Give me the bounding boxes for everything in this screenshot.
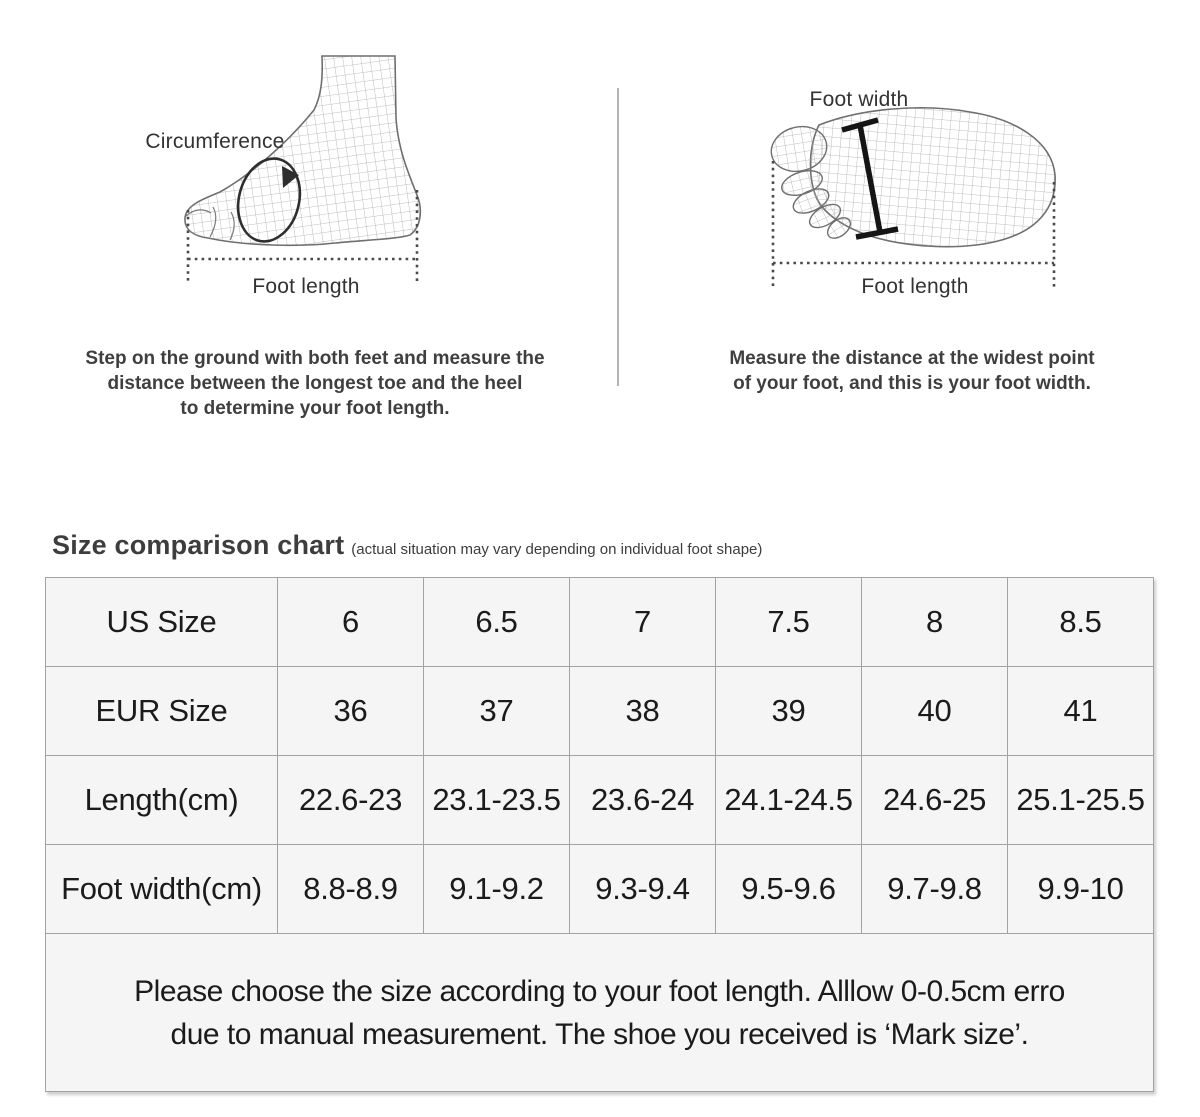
table-cell: 23.1-23.5 [424, 756, 570, 845]
table-cell: 25.1-25.5 [1008, 756, 1154, 845]
table-cell: 9.9-10 [1008, 845, 1154, 934]
size-chart-heading [52, 530, 1162, 561]
table-cell: 39 [716, 667, 862, 756]
table-cell: 41 [1008, 667, 1154, 756]
table-cell: 23.6-24 [570, 756, 716, 845]
table-cell: 8 [862, 578, 1008, 667]
table-cell: 6 [278, 578, 424, 667]
foot-width-instruction [657, 346, 1167, 396]
table-cell: 7 [570, 578, 716, 667]
table-row-note [46, 934, 1154, 1092]
table-cell: 24.6-25 [862, 756, 1008, 845]
instruction-line: of your foot, and this is your foot width. [733, 373, 1091, 394]
page-subtitle: (actual situation may vary depending on individual foot shape) [351, 541, 763, 558]
foot-width-label: Foot width [809, 88, 909, 111]
note-line: due to manual measurement. The shoe you received is ‘Mark size’. [170, 1017, 1029, 1051]
page-title: Size comparison chart [52, 530, 345, 560]
foot-top-view-illustration [755, 85, 1075, 305]
size-note-cell [46, 934, 1154, 1092]
circumference-label: Circumference [145, 130, 285, 153]
table-cell: 7.5 [716, 578, 862, 667]
foot-length-label-left: Foot length [252, 275, 360, 298]
table-row-us-size [46, 578, 1154, 667]
row-label: EUR Size [46, 667, 278, 756]
instruction-line: to determine your foot length. [180, 398, 450, 419]
row-label: Length(cm) [46, 756, 278, 845]
table-cell: 9.5-9.6 [716, 845, 862, 934]
instruction-line: Step on the ground with both feet and measure the [85, 348, 545, 369]
table-cell: 38 [570, 667, 716, 756]
table-row-eur-size [46, 667, 1154, 756]
table-cell: 9.3-9.4 [570, 845, 716, 934]
instruction-line: distance between the longest toe and the heel [107, 373, 523, 394]
size-comparison-table [45, 577, 1154, 1092]
foot-length-label-right: Foot length [861, 275, 969, 298]
table-row-foot-width [46, 845, 1154, 934]
table-cell: 37 [424, 667, 570, 756]
table-cell: 9.7-9.8 [862, 845, 1008, 934]
table-cell: 8.8-8.9 [278, 845, 424, 934]
table-cell: 6.5 [424, 578, 570, 667]
row-label: US Size [46, 578, 278, 667]
table-cell: 40 [862, 667, 1008, 756]
table-cell: 36 [278, 667, 424, 756]
table-cell: 9.1-9.2 [424, 845, 570, 934]
table-row-length [46, 756, 1154, 845]
foot-length-instruction [60, 346, 570, 421]
section-divider [617, 88, 619, 386]
row-label: Foot width(cm) [46, 845, 278, 934]
table-cell: 24.1-24.5 [716, 756, 862, 845]
instruction-line: Measure the distance at the widest point [729, 348, 1095, 369]
table-cell: 22.6-23 [278, 756, 424, 845]
note-line: Please choose the size according to your foot length. Alllow 0-0.5cm erro [134, 974, 1065, 1008]
table-cell: 8.5 [1008, 578, 1154, 667]
foot-side-view-illustration [140, 40, 480, 310]
